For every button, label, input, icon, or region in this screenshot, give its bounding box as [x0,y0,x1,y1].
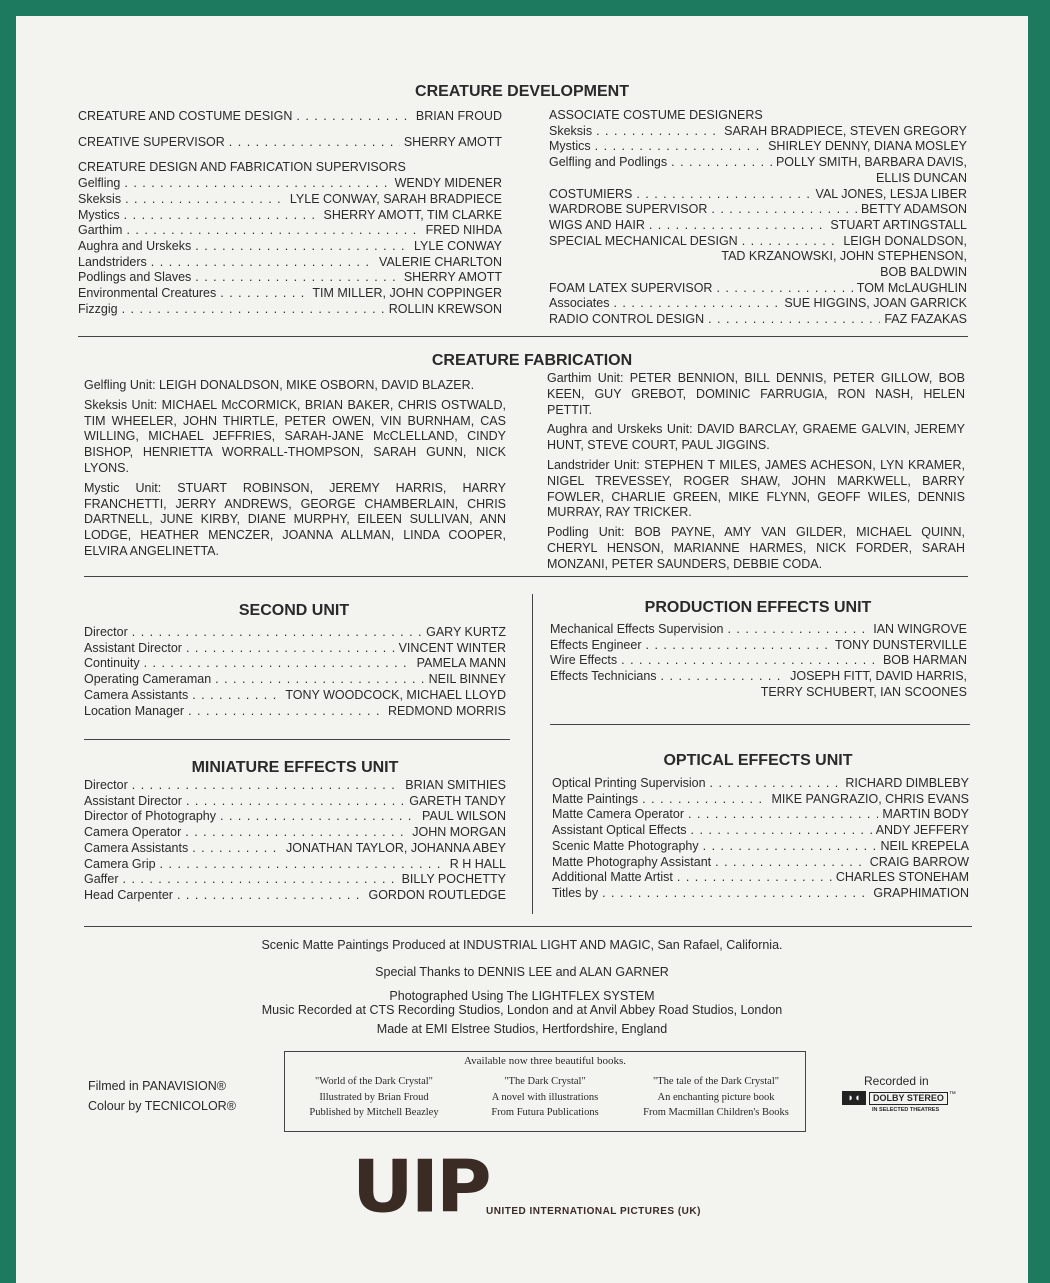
recorded-in: Recorded in [864,1074,929,1088]
credit-role: Location Manager [84,703,185,718]
production-effects-heading: PRODUCTION EFFECTS UNIT [644,599,872,616]
creature-fabrication-heading: CREATURE FABRICATION [431,352,633,369]
credit-role: Camera Grip [84,856,156,871]
dot-leader [710,776,842,792]
creature-development-left [78,109,502,317]
credit-role: WARDROBE SUPERVISOR [549,202,708,217]
dot-leader [691,823,872,839]
credit-row [550,638,967,654]
dot-leader [123,872,398,888]
dolby-stereo-label: DOLBY STEREO [869,1092,948,1105]
credit-name: SUE HIGGINS, JOAN GARRICK [784,296,967,311]
credit-name: GRAPHIMATION [873,885,969,900]
book-title: "World of the Dark Crystal" [315,1076,433,1087]
credit-role: Aughra and Urskeks [78,238,192,253]
credit-row [84,672,506,688]
credit-name: SHERRY AMOTT, TIM CLARKE [323,207,502,222]
credit-role: Garthim [78,223,123,238]
credit-role: COSTUMIERS [549,186,633,201]
credit-name: ANDY JEFFERY [875,823,969,838]
credit-name: IAN WINGROVE [873,622,967,636]
miniature-effects-heading: MINIATURE EFFECTS UNIT [191,759,399,776]
optical-effects-list [552,776,969,902]
unit-credit-paragraph: Aughra and Urskeks Unit: DAVID BARCLAY, GRAEME GALVIN, JEREMY HUNT, STEVE COURT, PAUL JIGGINS. [547,422,965,453]
books-title: Available now three beautiful books. [464,1055,626,1067]
dot-leader [122,302,385,318]
divider [84,926,972,927]
credit-role: Mechanical Effects Supervision [550,622,724,636]
credit-role: Additional Matte Artist [552,870,673,885]
optical-effects-heading: OPTICAL EFFECTS UNIT [663,752,853,769]
miniature-effects-list [84,778,506,904]
credit-row [78,223,502,239]
credit-role: Camera Assistants [84,687,189,702]
credit-name: WENDY MIDENER [394,176,502,191]
credit-role: Skeksis [549,123,593,138]
credit-role: Effects Engineer [550,637,642,652]
uip-subtitle: UNITED INTERNATIONAL PICTURES (UK) [486,1206,701,1217]
credit-name: FRED NIHDA [425,223,502,238]
credit-row [84,888,506,904]
unit-credit-paragraph: Gelfling Unit: LEIGH DONALDSON, MIKE OSBORN, DAVID BLAZER. [84,378,475,392]
creature-development-right [549,108,967,328]
credit-row [78,176,502,192]
credit-row [84,825,506,841]
credit-name: VALERIE CHARLTON [379,254,502,269]
dot-leader [188,704,384,720]
credit-role: Head Carpenter [84,887,173,902]
thanks-line: Special Thanks to DENNIS LEE and ALAN GARNER [375,965,669,979]
dot-leader [192,841,282,857]
dot-leader [132,778,402,794]
dot-leader [220,809,418,825]
credit-role: Scenic Matte Photography [552,838,699,853]
credit-role: Effects Technicians [550,669,657,684]
credit-role: SPECIAL MECHANICAL DESIGN [549,233,738,248]
credit-name: SHERRY AMOTT [403,134,502,149]
dot-leader [677,870,832,886]
divider [550,724,970,725]
credit-role: Continuity [84,656,140,671]
credit-row [84,841,506,857]
dot-leader [144,656,413,672]
uip-logo: UIP [352,1144,489,1229]
credit-row [552,792,969,808]
unit-credit-paragraph: Skeksis Unit: MICHAEL McCORMICK, BRIAN BAKER, CHRIS OSTWALD, TIM WHEELER, JOHN THIRTLE, PETER OWEN, VIN BURNHAM, CAS WILLING, MICHAEL JEFFRIES, SARAH-JANE McCLELLAND, CINDY BISHOP, HENRIETTA WORRALL-THOMPSON, SARAH GUNN, NICK LYONS. [84,397,506,475]
book-publisher: From Futura Publications [491,1107,599,1118]
dot-leader [185,825,408,841]
dot-leader [649,218,827,234]
credit-row [549,312,967,328]
dot-leader [126,223,421,239]
credit-row [552,839,969,855]
credit-row [552,886,969,902]
credit-role: Environmental Creatures [78,286,217,301]
credit-row [549,218,967,234]
credit-name: GORDON ROUTLEDGE [368,887,506,902]
divider [84,576,968,577]
credit-row [84,857,506,873]
credit-row [84,778,506,794]
dot-leader [229,135,400,151]
credit-role: RADIO CONTROL DESIGN [549,312,705,327]
dot-leader [595,139,764,155]
credit-name: LYLE CONWAY [414,238,502,253]
credit-row [549,155,967,171]
unit-credit-paragraph: Podling Unit: BOB PAYNE, AMY VAN GILDER, MICHAEL QUINN, CHERYL HENSON, MARIANNE HARMES, NICK FORDER, SARAH MONZANI, PETER SAUNDERS, DEBBIE CODA. [547,525,965,571]
credit-name: MIKE PANGRAZIO, CHRIS EVANS [771,791,969,806]
credit-row [78,109,502,125]
credit-row [78,286,502,302]
dot-leader [708,312,880,328]
credit-row [78,302,502,318]
credit-name: VAL JONES, LESJA LIBER [815,186,967,201]
credit-role: Camera Operator [84,825,182,840]
credit-subheading: CREATURE DESIGN AND FABRICATION SUPERVISORS [78,160,406,175]
creature-fabrication-left [84,378,506,564]
dot-leader [727,622,869,638]
dolby-block [842,1074,956,1113]
credit-role: Landstriders [78,254,147,269]
credit-continuation: BOB BALDWIN [880,265,967,280]
credit-role: Gelfling [78,176,121,191]
dot-leader [621,653,879,669]
credit-role: Director of Photography [84,809,217,824]
dot-leader [602,886,869,902]
credit-role: Matte Camera Operator [552,807,684,822]
photographed-line: Photographed Using The LIGHTFLEX SYSTEM [389,989,655,1003]
dot-leader [596,124,720,140]
credit-name: RICHARD DIMBLEBY [845,776,969,790]
dot-leader [613,296,780,312]
credit-row [84,704,506,720]
credit-row [84,688,506,704]
credit-role: Assistant Director [84,640,182,655]
credit-row [78,255,502,271]
credit-row [78,270,502,286]
music-line: Music Recorded at CTS Recording Studios, London and at Anvil Abbey Road Studios, London [261,1003,783,1017]
dot-leader [151,255,375,271]
credit-role: Director [84,625,128,639]
credit-name: NEIL BINNEY [428,672,506,687]
credit-row [552,776,969,792]
dot-leader [661,669,787,685]
dot-leader [703,839,877,855]
credit-continuation: TAD KRZANOWSKI, JOHN STEPHENSON, [721,249,967,264]
dot-leader [711,202,857,218]
dot-leader [642,792,767,808]
credit-name: BILLY POCHETTY [401,872,506,887]
book-1 [289,1074,459,1121]
credit-name: BOB HARMAN [882,653,967,668]
credit-name: TIM MILLER, JOHN COPPINGER [312,286,502,301]
creature-fabrication-right [547,371,965,577]
credit-role: Gaffer [84,872,119,887]
credit-name: SHIRLEY DENNY, DIANA MOSLEY [768,139,967,154]
creature-development-heading: CREATURE DEVELOPMENT [415,83,629,100]
dot-leader [688,807,878,823]
dot-leader [124,176,390,192]
dot-leader [636,187,811,203]
credit-name: TOM McLAUGHLIN [856,280,967,295]
colour-by: Colour by TECNICOLOR® [88,1099,236,1113]
credit-row [549,281,967,297]
dot-leader [160,857,446,873]
credit-name: STUART ARTINGSTALL [830,217,967,232]
book-2 [460,1074,630,1121]
book-publisher: Published by Mitchell Beazley [309,1107,439,1118]
dot-leader [742,234,840,250]
credit-role: Associates [549,296,610,311]
made-line: Made at EMI Elstree Studios, Hertfordshire, England [376,1022,668,1036]
book-title: "The tale of the Dark Crystal" [652,1076,780,1087]
book-publisher: From Macmillan Children's Books [643,1107,789,1118]
book-note: Illustrated by Brian Froud [319,1091,429,1103]
credit-role: FOAM LATEX SUPERVISOR [549,280,713,295]
credit-row [550,653,967,669]
credit-name: REDMOND MORRIS [387,703,506,718]
credit-name: SARAH BRADPIECE, STEVEN GREGORY [724,123,967,138]
credit-name: NEIL KREPELA [880,838,969,853]
credit-continuation: TERRY SCHUBERT, IAN SCOONES [760,684,967,699]
dot-leader [195,270,400,286]
credit-row [552,870,969,886]
book-note: A novel with illustrations [491,1091,599,1103]
credit-role: Matte Paintings [552,791,639,806]
credit-row [552,855,969,871]
credit-name: BRIAN FROUD [415,109,502,123]
dot-leader [177,888,365,904]
credit-role: Matte Photography Assistant [552,854,712,869]
book-note: An enchanting picture book [657,1091,775,1103]
credit-row [549,296,967,312]
credit-row [549,124,967,140]
book-3 [631,1074,801,1121]
dot-leader [125,192,286,208]
credit-name: BETTY ADAMSON [860,202,967,217]
credit-name: SHERRY AMOTT [403,270,502,285]
scenic-line: Scenic Matte Paintings Produced at INDUSTRIAL LIGHT AND MAGIC, San Rafael, California. [261,938,783,952]
credit-row [84,656,506,672]
dot-leader [296,109,412,125]
filmed-in: Filmed in PANAVISION® [88,1079,226,1093]
credit-name: LEIGH DONALDSON, [843,233,967,248]
credit-role: Gelfling and Podlings [549,155,668,170]
credit-name: R H HALL [449,856,506,871]
dolby-sub: IN SELECTED THEATRES [872,1107,940,1113]
dot-leader [220,286,308,302]
dolby-logo: ◗◖ DOLBY STEREO ™ [842,1091,956,1105]
credit-name: MARTIN BODY [882,807,969,822]
credit-row [549,139,967,155]
credit-name: GARY KURTZ [426,625,506,639]
credit-role: Operating Cameraman [84,672,212,687]
credit-role: Skeksis [78,191,122,206]
second-unit-heading: SECOND UNIT [238,602,350,619]
credit-name: CHARLES STONEHAM [835,870,969,885]
credit-row [552,823,969,839]
credit-role: Podlings and Slaves [78,270,192,285]
credit-name: BRIAN SMITHIES [405,778,506,792]
credit-name: GARETH TANDY [409,793,506,808]
divider [78,336,968,337]
credit-row [549,234,967,250]
dot-leader [215,672,425,688]
credit-name: PAUL WILSON [421,809,506,824]
credit-row [78,208,502,224]
dolby-double-d-icon: ◗◖ [842,1091,866,1105]
credit-role: Mystics [78,207,120,222]
credit-role: CREATIVE SUPERVISOR [78,134,225,149]
credit-row [84,872,506,888]
credit-name: VINCENT WINTER [398,640,506,655]
dot-leader [192,688,281,704]
spacer [78,150,502,160]
dot-leader [715,855,866,871]
credit-row [78,135,502,151]
credit-name: JONATHAN TAYLOR, JOHANNA ABEY [286,840,506,855]
dot-leader [195,239,410,255]
dot-leader [132,625,422,641]
books-box [284,1051,806,1132]
credit-role: Camera Assistants [84,840,189,855]
second-unit-list [84,625,506,719]
credit-name: POLLY SMITH, BARBARA DAVIS, [775,155,967,170]
book-title: "The Dark Crystal" [504,1076,586,1087]
credit-row [552,807,969,823]
spacer [78,125,502,135]
credit-row [84,809,506,825]
credit-continuation: ELLIS DUNCAN [876,170,967,185]
credit-role: Titles by [552,885,599,900]
divider [84,739,510,740]
credit-name: JOHN MORGAN [412,825,506,840]
credit-role: Optical Printing Supervision [552,776,706,790]
credit-row [84,794,506,810]
credit-row [549,187,967,203]
credit-name: TONY WOODCOCK, MICHAEL LLOYD [285,687,506,702]
credits-page [16,16,1028,1283]
column-divider [532,594,533,914]
credit-role: CREATURE AND COSTUME DESIGN [78,109,293,123]
dot-leader [716,281,852,297]
credit-role: WIGS AND HAIR [549,217,645,232]
credit-name: FAZ FAZAKAS [884,312,967,327]
credit-row [78,192,502,208]
credit-row [78,239,502,255]
credit-name: JOSEPH FITT, DAVID HARRIS, [790,669,967,684]
dot-leader [671,155,772,171]
credit-role: Director [84,778,128,792]
credit-row [549,202,967,218]
dot-leader [186,641,395,657]
credit-subheading: ASSOCIATE COSTUME DESIGNERS [549,108,763,122]
credit-role: Assistant Director [84,793,182,808]
credit-row [550,622,967,638]
credit-name: TONY DUNSTERVILLE [835,637,967,652]
dot-leader [186,794,405,810]
credit-row [84,641,506,657]
credit-row [550,669,967,685]
credit-name: LYLE CONWAY, SARAH BRADPIECE [289,191,502,206]
credit-role: Assistant Optical Effects [552,823,687,838]
dot-leader [646,638,832,654]
credit-name: PAMELA MANN [416,656,506,671]
production-effects-list [550,622,967,701]
credit-row [84,625,506,641]
credit-role: Fizzgig [78,301,118,316]
dot-leader [124,208,320,224]
unit-credit-paragraph: Mystic Unit: STUART ROBINSON, JEREMY HARRIS, HARRY FRANCHETTI, JERRY ANDREWS, GEORGE CHAMBERLAIN, CHRIS DARTNELL, JUNE KIRBY, DIANE MURPHY, EILEEN SULLIVAN, ANN LODGE, HEATHER MENCZER, JOANNA ALLMAN, LINDA COOPER, ELVIRA ANGELINETTA. [84,480,506,558]
credit-name: CRAIG BARROW [869,854,969,869]
credit-role: Mystics [549,139,591,154]
unit-credit-paragraph: Landstrider Unit: STEPHEN T MILES, JAMES ACHESON, LYN KRAMER, NIGEL TREVESSEY, ROGER SHAW, JOHN MARKWELL, BARRY FOWLER, CHARLIE GREEN, MIKE FLYNN, GEOFF WILES, DENNIS MURRAY, RAY TRICKER. [547,457,965,520]
credit-name: ROLLIN KREWSON [388,301,502,316]
credit-role: Wire Effects [550,653,618,668]
unit-credit-paragraph: Garthim Unit: PETER BENNION, BILL DENNIS, PETER GILLOW, BOB KEEN, GUY GREBOT, DOMINIC FARRUGIA, RON NASH, HELEN PETTIT. [547,371,965,417]
